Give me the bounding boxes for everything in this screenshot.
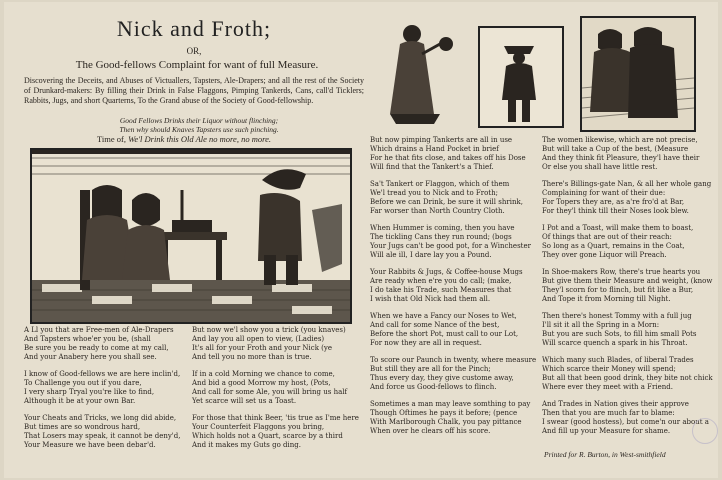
tune-name: We'l Drink this Old Ale no more, no more. bbox=[128, 134, 271, 144]
man-figure-image bbox=[480, 28, 562, 126]
stanza-c1c: Your Cheats and Tricks, we long did abide, But times are so wondrous hard, That Losers may speak, it cannot be deny'd, Your Measure we have been debar'd. bbox=[24, 414, 181, 449]
couplet-line-2: Then why should Knaves Tapsters use such pinching. bbox=[119, 125, 279, 134]
library-stamp-icon bbox=[692, 418, 718, 444]
tune-line bbox=[34, 134, 334, 144]
stanza-c3d: Your Rabbits & Jugs, & Coffee-house Mugs Are ready when e're you do call; (make, I do take his Trade, such Measures that I wish that Old Nick had them all. bbox=[370, 268, 523, 303]
stanza-c2c: For those that think Beer, 'tis true as I'me here Your Counterfeit Flaggons you bring, Which holds not a Quart, scarce by a third And it makes my Guts go ding. bbox=[192, 414, 359, 449]
couplet bbox=[64, 116, 334, 134]
lady-figure-image bbox=[370, 14, 470, 126]
woodcut-couple bbox=[580, 16, 696, 132]
woodcut-lady bbox=[370, 14, 470, 126]
stanza-c3g: Sometimes a man may leave somthing to pay Though Oftimes he pays it before; (pence With Marlborough Chalk, you pay pittance When over he clears off his score. bbox=[370, 400, 531, 435]
stanza-c1a: A Ll you that are Free-men of Ale-Drapers And Tapsters whoe'er you be, (shall Be sure you be ready to come at my call, And your Anabery here you shall see. bbox=[24, 326, 174, 361]
page-title: Nick and Froth; bbox=[116, 16, 272, 41]
or-line: OR, bbox=[186, 46, 202, 56]
stanza-c4c: I Pot and a Toast, will make them to boast, Of things that are out of their reach: So long as a Quart, remains in the Coat, They over gone Liquor will Preach. bbox=[542, 224, 694, 259]
tavern-scene-image bbox=[32, 150, 350, 322]
stanza-c4b: There's Billings-gate Nan, & all her whole gang Complaining for want of their due: For Topers they are, as a're fro'd at Bar, For they'l think till their Noses look blew. bbox=[542, 180, 712, 215]
tavern-woodcut bbox=[30, 148, 352, 324]
stanza-c3b: Sa't Tankert or Flaggon, which of them We'l tread you to Nick and to Froth; Before we can Drink, be sure it will shrink, Far worser than North Country Cloth. bbox=[370, 180, 523, 215]
stanza-c3e: When we have a Fancy our Noses to Wet, And call for some Nance of the best, Before the short Pot, must call to our Lot, For now they are all in request. bbox=[370, 312, 519, 347]
couplet-line-1: Good Fellows Drinks their Liquor without flinching; bbox=[119, 116, 279, 125]
subtitle: The Good-fellows Complaint for want of full Measure. bbox=[75, 59, 319, 71]
stanza-c4f: Which many such Blades, of liberal Trades Which scarce their Money will spend; But all that been good drink, they bite not chick Where ever they meet with a Friend. bbox=[542, 356, 713, 391]
stanza-c4g: And Trades in Nation gives their approve Then that you are much far to blame: I swear (good hostess), but come'n our about a And fill up your Measure for shame. bbox=[542, 400, 709, 435]
stanza-c3f: To score our Paunch in twenty, where measure But still they are all for the Pinch; Thus every day, they give custome away, And force us Good-fellows to flinch. bbox=[370, 356, 537, 391]
stanza-c3c: When Hummer is coming, then you have The tickling Cans they run round; (bogs Your Jugs can't be good pot, for a Winchester Will ale ill, I dare lay you a Pound. bbox=[370, 224, 531, 259]
woodcut-man bbox=[478, 26, 564, 128]
stanza-c4a: The women likewise, which are not precise, But will take a Cup of the best, (Measure And they think fit Pleasure, they'l have their Or else you shall have little rest. bbox=[542, 136, 700, 171]
stanza-c4d: In Shoe-makers Row, there's true hearts you But give them their Measure and weight, (know They'l scorn for to flinch, but fit like a Bur, And Tope it from Morning till Night. bbox=[542, 268, 713, 303]
printer-imprint: Printed for R. Burton, in West-smithfield bbox=[544, 450, 666, 459]
couple-figure-image bbox=[582, 18, 694, 130]
stanza-c2a: But now we'l show you a trick (you knaves) And lay you all open to view, (Ladies) It's all for your Froth and your Nick (ye And tell you no more than is true. bbox=[192, 326, 346, 361]
tune-prefix: Time of, bbox=[97, 134, 126, 144]
description: Discovering the Deceits, and Abuses of Victuallers, Tapsters, Ale-Drapers; and all the rest of the Society of Drunkard-makers: By filling their Drink in False Flaggons, Pimping Tankerds, Cans, call'd Ticklers; Rabbits, Jugs, and short Quarterns, To the Grand abuse of the Society of Good-fellowship. bbox=[24, 76, 364, 105]
stanza-c2b: If in a cold Morning we chance to come, And bid a good Morrow my host, (Pots, And call for some Ale, you will bring us half Yet scarce will set us a Toast. bbox=[192, 370, 348, 405]
stanza-c3a: But now pimping Tankerts are all in use Which drains a Hand Pocket in brief For he that fits close, and takes off his Dose Will find that the Tankert's a Thief. bbox=[370, 136, 526, 171]
broadside-sheet bbox=[4, 2, 718, 478]
stanza-c1b: I know of Good-fellows we are here inclin'd, To Challenge you out if you dare, I very sharp Tryal you're like to find, Although it be at your own Bar. bbox=[24, 370, 181, 405]
stanza-c4e: Then there's honest Tommy with a full jug I'll sit it all the Spring in a Morn: But you are such Sots, to fill him small Pots Will scarce quench a spark in his Throat. bbox=[542, 312, 697, 347]
